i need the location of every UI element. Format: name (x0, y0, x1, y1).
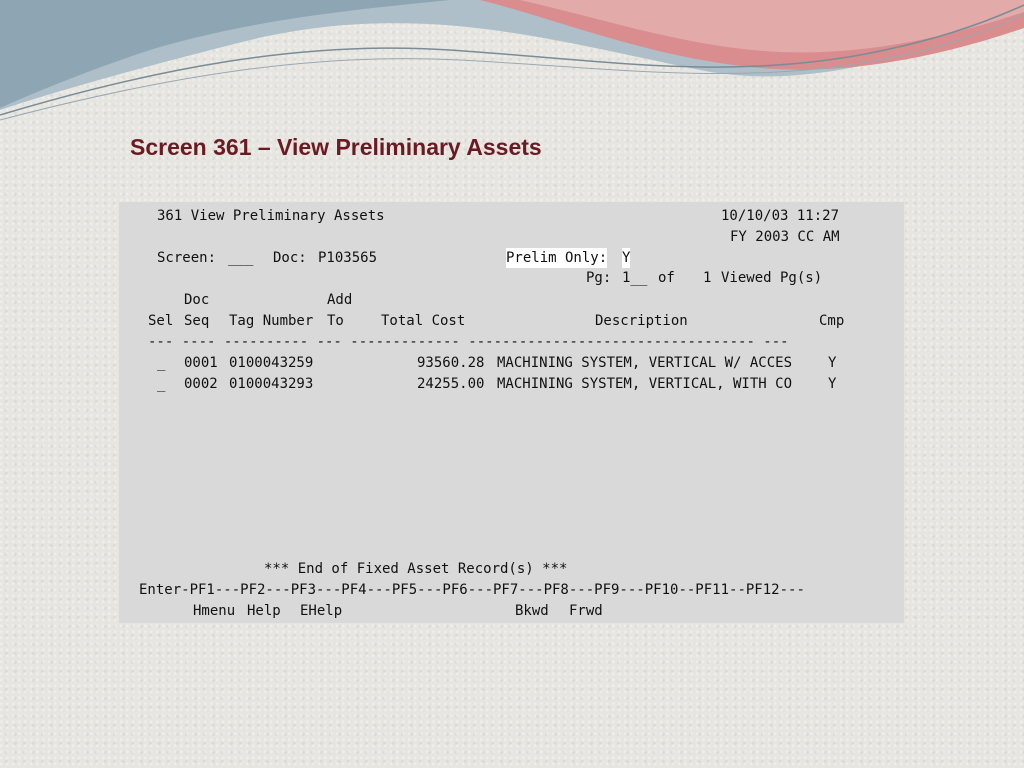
header-tag-number: Tag Number (229, 313, 314, 329)
page-label: Pg: (586, 270, 612, 286)
prelim-only-label: Prelim Only: (506, 250, 608, 266)
row-seq: 0001 (184, 355, 218, 371)
row-seq: 0002 (184, 376, 218, 392)
row-cmp: Y (828, 376, 837, 392)
row-total-cost: 93560.28 (417, 355, 485, 371)
row-select-input[interactable]: _ (157, 355, 166, 371)
pf9-forward-key[interactable]: Frwd (569, 603, 603, 619)
terminal-screen (119, 202, 904, 623)
table-row (119, 374, 904, 394)
screen-input[interactable]: ___ (228, 250, 254, 266)
row-total-cost: 24255.00 (417, 376, 485, 392)
viewed-pages-label: Viewed Pg(s) (721, 270, 823, 286)
header-seq: Seq (184, 313, 210, 329)
end-of-records-message: *** End of Fixed Asset Record(s) *** (264, 561, 568, 577)
row-description: MACHINING SYSTEM, VERTICAL W/ ACCES (497, 355, 793, 371)
column-separator: --- ---- ---------- --- ------------- ---------------------------------- --- (148, 334, 789, 350)
row-cmp: Y (828, 355, 837, 371)
row-tag-number: 0100043259 (229, 355, 314, 371)
table-row (119, 353, 904, 373)
header-total-cost: Total Cost (381, 313, 466, 329)
header-description: Description (595, 313, 688, 329)
row-description: MACHINING SYSTEM, VERTICAL, WITH CO (497, 376, 793, 392)
screen-label: Screen: (157, 250, 217, 266)
page-total: 1 (703, 270, 712, 286)
slide-title: Screen 361 – View Preliminary Assets (130, 134, 542, 160)
row-select-input[interactable]: _ (157, 376, 166, 392)
header-add: Add (327, 292, 353, 308)
doc-label: Doc: (273, 250, 307, 266)
pf3-help-key[interactable]: Help (247, 603, 281, 619)
header-sel: Sel (148, 313, 174, 329)
pf8-backward-key[interactable]: Bkwd (515, 603, 549, 619)
header-doc: Doc (184, 292, 210, 308)
header-cmp: Cmp (819, 313, 845, 329)
page-input[interactable]: 1__ (622, 270, 648, 286)
header-swoosh-decoration (0, 0, 1024, 130)
page-of-label: of (658, 270, 675, 286)
pf4-ehelp-key[interactable]: EHelp (300, 603, 343, 619)
screen-title: 361 View Preliminary Assets (157, 208, 385, 224)
pf2-hmenu-key[interactable]: Hmenu (193, 603, 236, 619)
prelim-only-input[interactable]: Y (622, 250, 631, 266)
fiscal-year-line: FY 2003 CC AM (730, 229, 840, 245)
pf-keys-line: Enter-PF1---PF2---PF3---PF4---PF5---PF6---PF7---PF8---PF9---PF10--PF11--PF12--- (139, 582, 805, 598)
row-tag-number: 0100043293 (229, 376, 314, 392)
header-to: To (327, 313, 344, 329)
doc-input[interactable]: P103565 (318, 250, 378, 266)
datetime: 10/10/03 11:27 (721, 208, 840, 224)
